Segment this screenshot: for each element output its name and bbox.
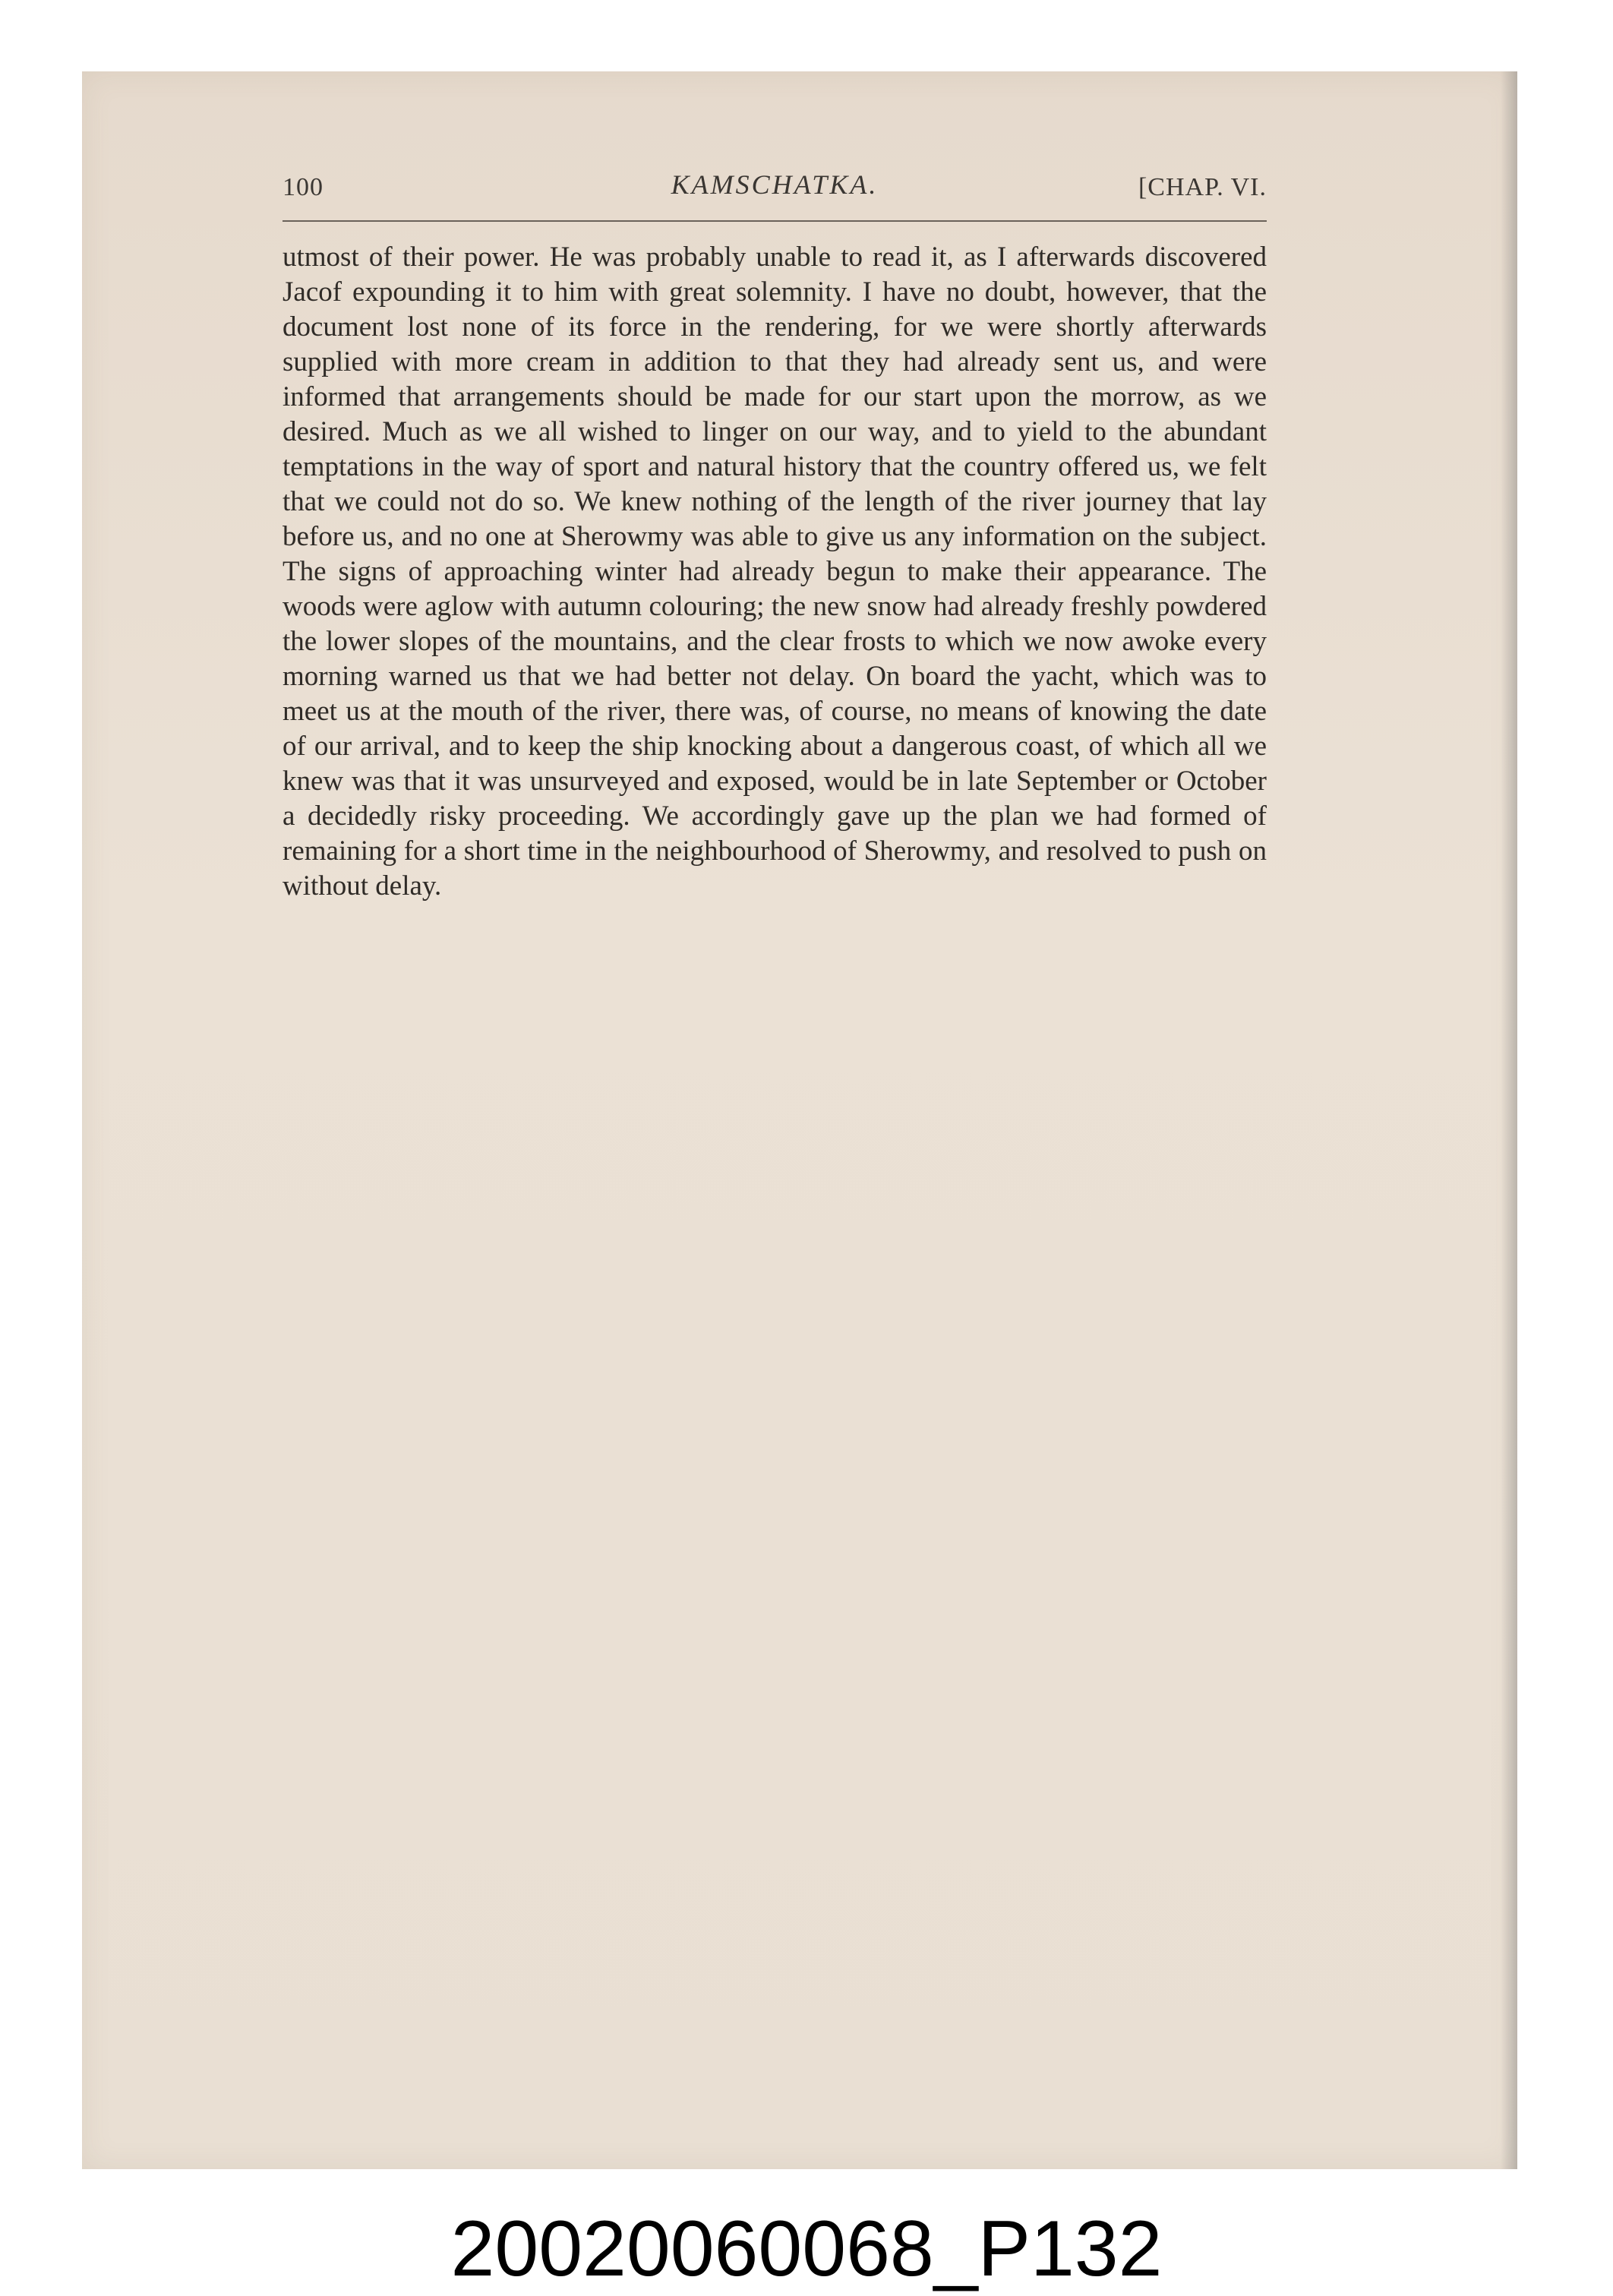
chapter-reference: [CHAP. VI. (1138, 173, 1267, 201)
page-edge-shadow (1501, 71, 1517, 2169)
body-text (283, 240, 1267, 904)
body-paragraph: utmost of their power. He was probably unable to read it, as I afterwards discovered Jacof expounding it to him with great solemnity. I have no doubt, however, that the document lost none of its force in the rendering, for we were shortly afterwards supplied with more cream in addition to that they had already sent us, and were informed that arrangements should be made for our start upon the morrow, as we desired. Much as we all wished to linger on our way, and to yield to the abundant temptations in the way of sport and natural history that the country offered us, we felt that we could not do so. We knew nothing of the length of the river journey that lay before us, and no one at Sherowmy was able to give us any information on the subject. The signs of approaching winter had already begun to make their appearance. The woods were aglow with autumn colouring; the new snow had already freshly powdered the lower slopes of the mountains, and the clear frosts to which we now awoke every morning warned us that we had better not delay. On board the yacht, which was to meet us at the mouth of the river, there was, of course, no means of knowing the date of our arrival, and to keep the ship knocking about a dangerous coast, of which all we knew was that it was unsurveyed and exposed, would be in late September or October a decidedly risky proceeding. We accordingly gave up the plan we had formed of remaining for a short time in the neighbourhood of Sherowmy, and resolved to push on without delay. (283, 242, 1267, 902)
running-head (283, 169, 1267, 208)
book-title: KAMSCHATKA. (671, 169, 879, 200)
page-number: 100 (283, 173, 324, 201)
catalog-id-label: 20020060068_P132 (450, 2205, 1163, 2293)
header-rule (283, 220, 1267, 222)
